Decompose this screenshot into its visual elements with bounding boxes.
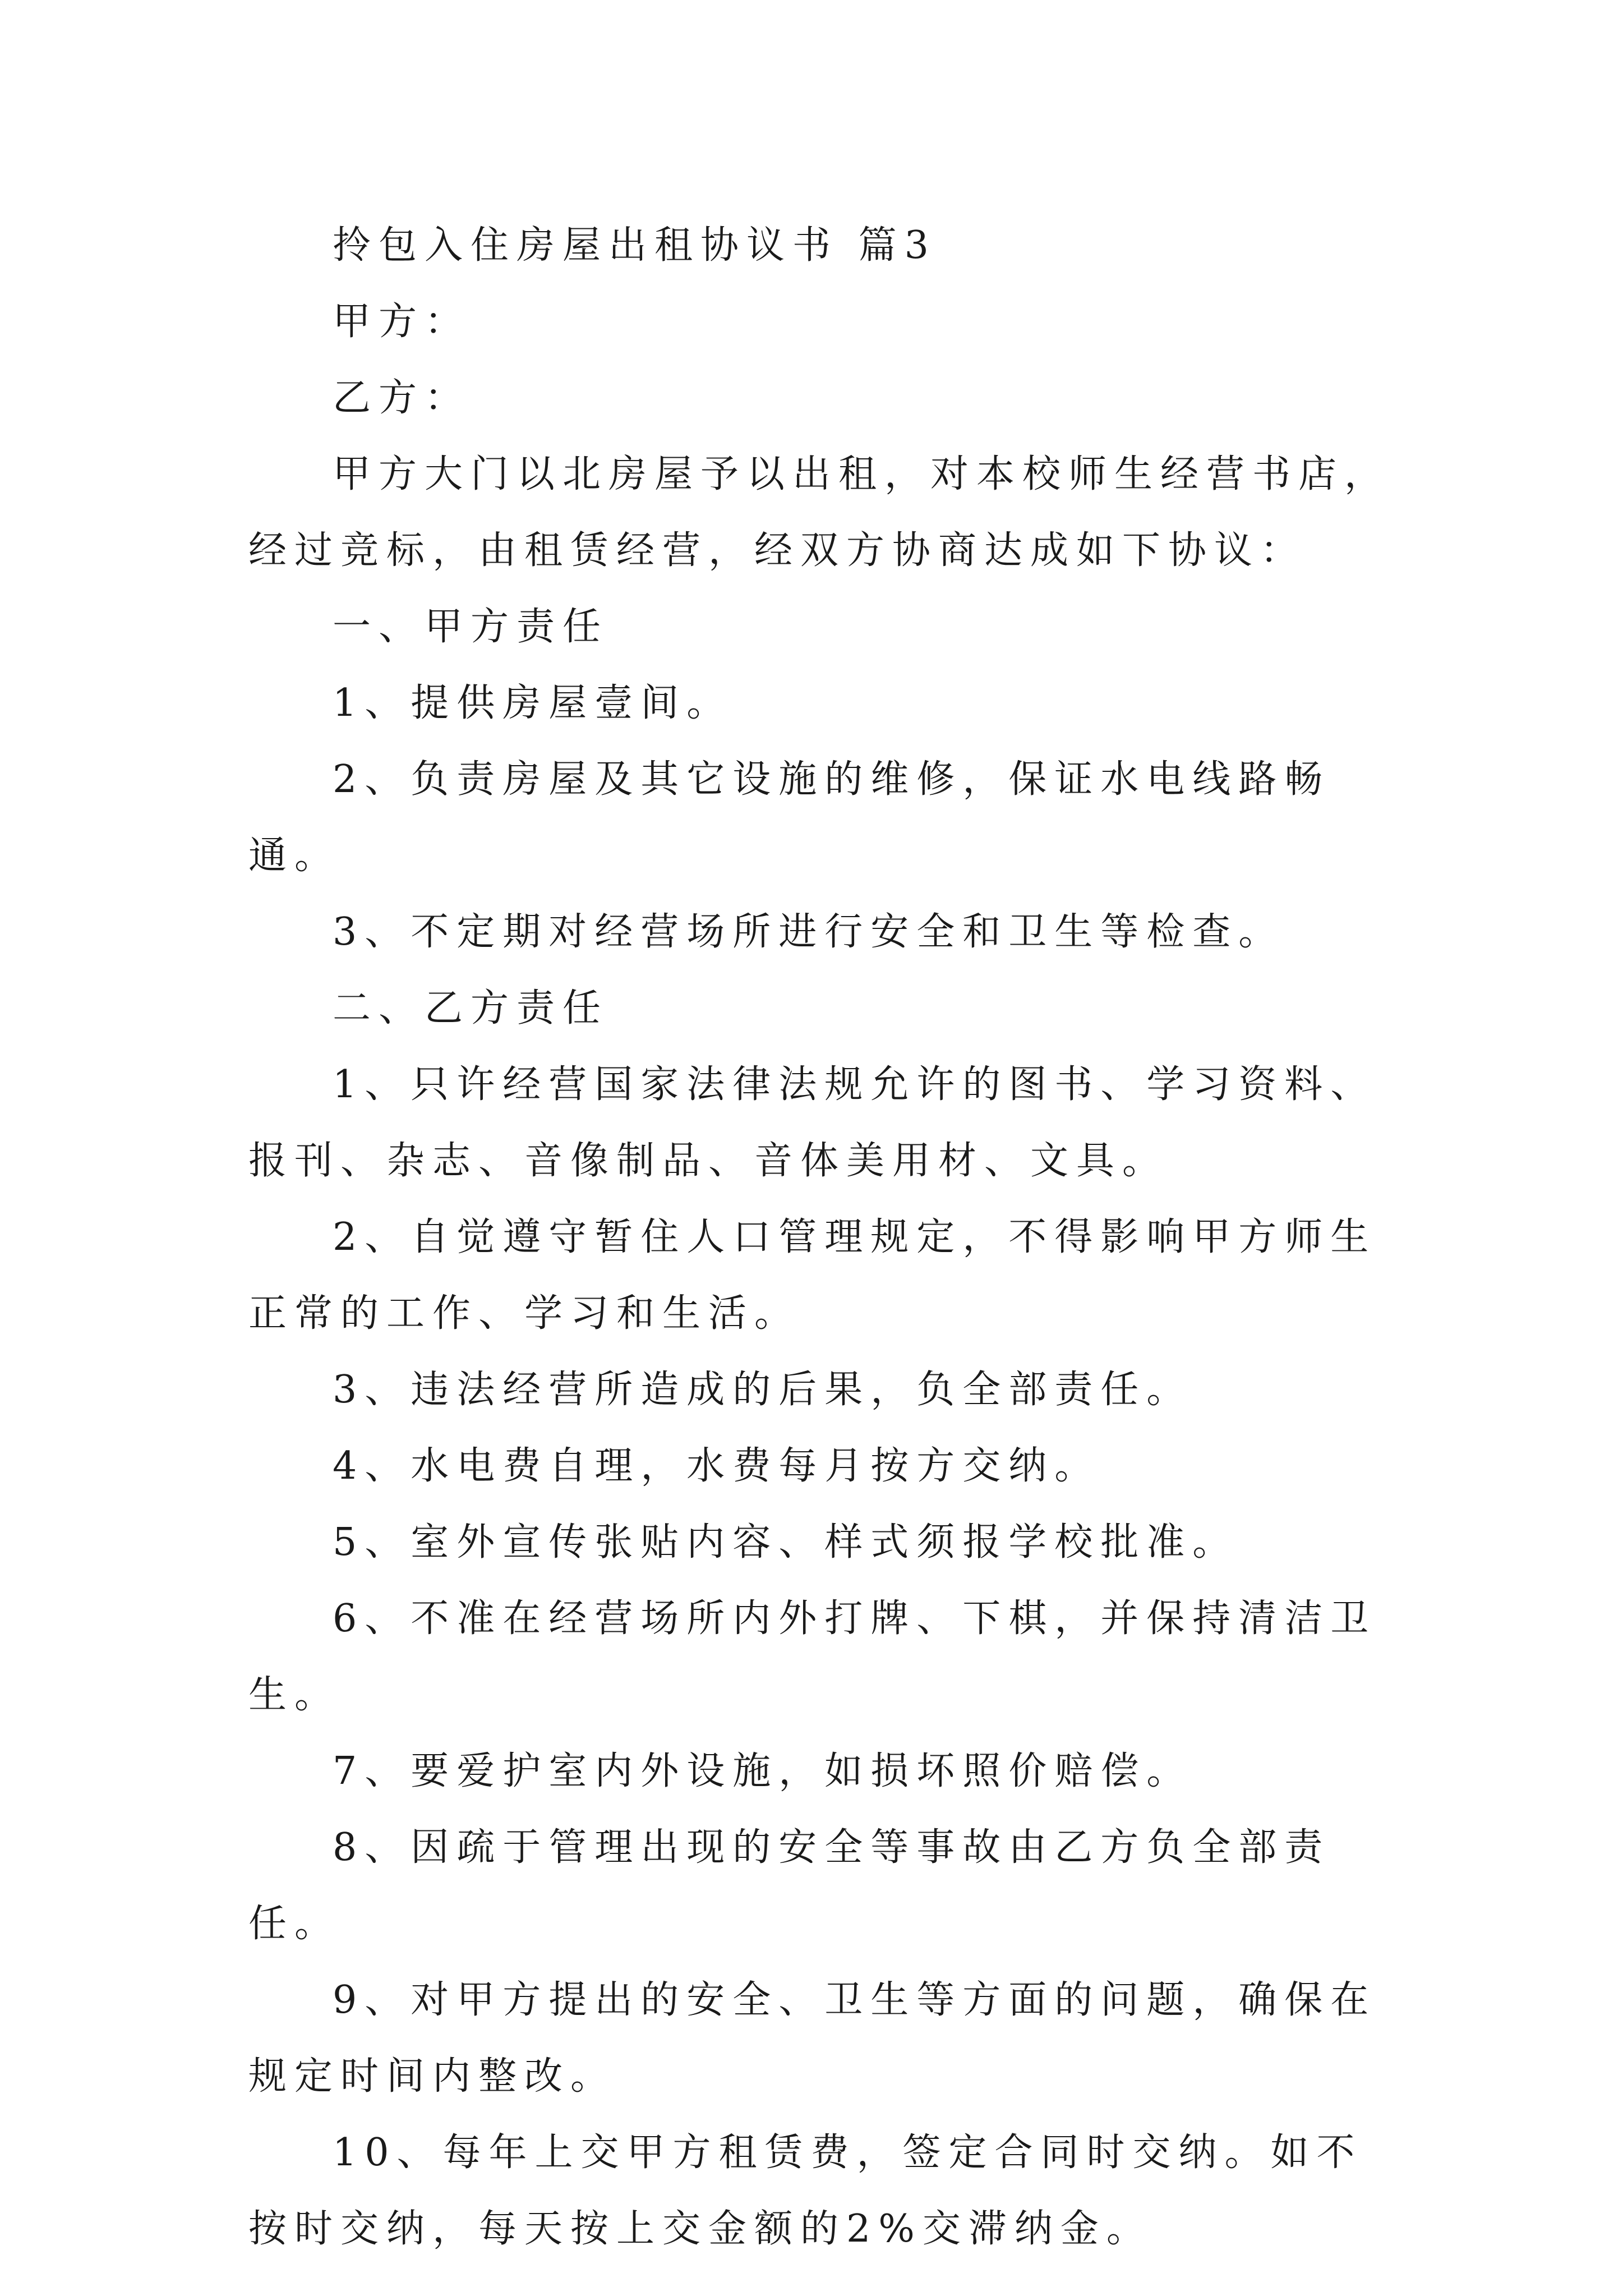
section-b-item: 10、每年上交甲方租赁费，签定合同时交纳。如不按时交纳，每天按上交金额的2%交滞纳金。 — [248, 2131, 1363, 2251]
intro-paragraph: 甲方大门以北房屋予以出租，对本校师生经营书店，经过竞标，由租赁经营，经双方协商达成如下协议： — [248, 452, 1391, 573]
document-title: 拎包入住房屋出租协议书 篇3 — [333, 223, 937, 268]
section-b-item: 8、因疏于管理出现的安全等事故由乙方负全部责任。 — [248, 1825, 1331, 1946]
party-a-label: 甲方： — [333, 300, 471, 344]
section-b-item: 5、室外宣传张贴内容、样式须报学校批准。 — [333, 1520, 1239, 1565]
section-a-item: 3、不定期对经营场所进行安全和卫生等检查。 — [333, 910, 1285, 954]
section-b-item: 6、不准在经营场所内外打牌、下棋，并保持清洁卫生。 — [248, 1596, 1377, 1717]
section-b-item: 2、自觉遵守暂住人口管理规定，不得影响甲方师生正常的工作、学习和生活。 — [248, 1215, 1377, 1336]
section-b-item: 4、水电费自理，水费每月按方交纳。 — [333, 1444, 1101, 1488]
section-a-heading: 一、甲方责任 — [333, 605, 609, 649]
section-b-item: 7、要爱护室内外设施，如损坏照价赔偿。 — [333, 1749, 1193, 1793]
section-b-item: 3、违法经营所造成的后果，负全部责任。 — [333, 1368, 1193, 1412]
section-b-item: 1、只许经营国家法律法规允许的图书、学习资料、报刊、杂志、音像制品、音体美用材、文具。 — [248, 1062, 1377, 1183]
section-a-item: 1、提供房屋壹间。 — [333, 681, 733, 725]
document-body — [248, 208, 1393, 2267]
section-b-item: 9、对甲方提出的安全、卫生等方面的问题，确保在规定时间内整改。 — [248, 1978, 1377, 2099]
section-b-heading: 二、乙方责任 — [333, 986, 609, 1030]
section-a-item: 2、负责房屋及其它设施的维修，保证水电线路畅通。 — [248, 757, 1331, 878]
party-b-label: 乙方： — [333, 376, 471, 420]
